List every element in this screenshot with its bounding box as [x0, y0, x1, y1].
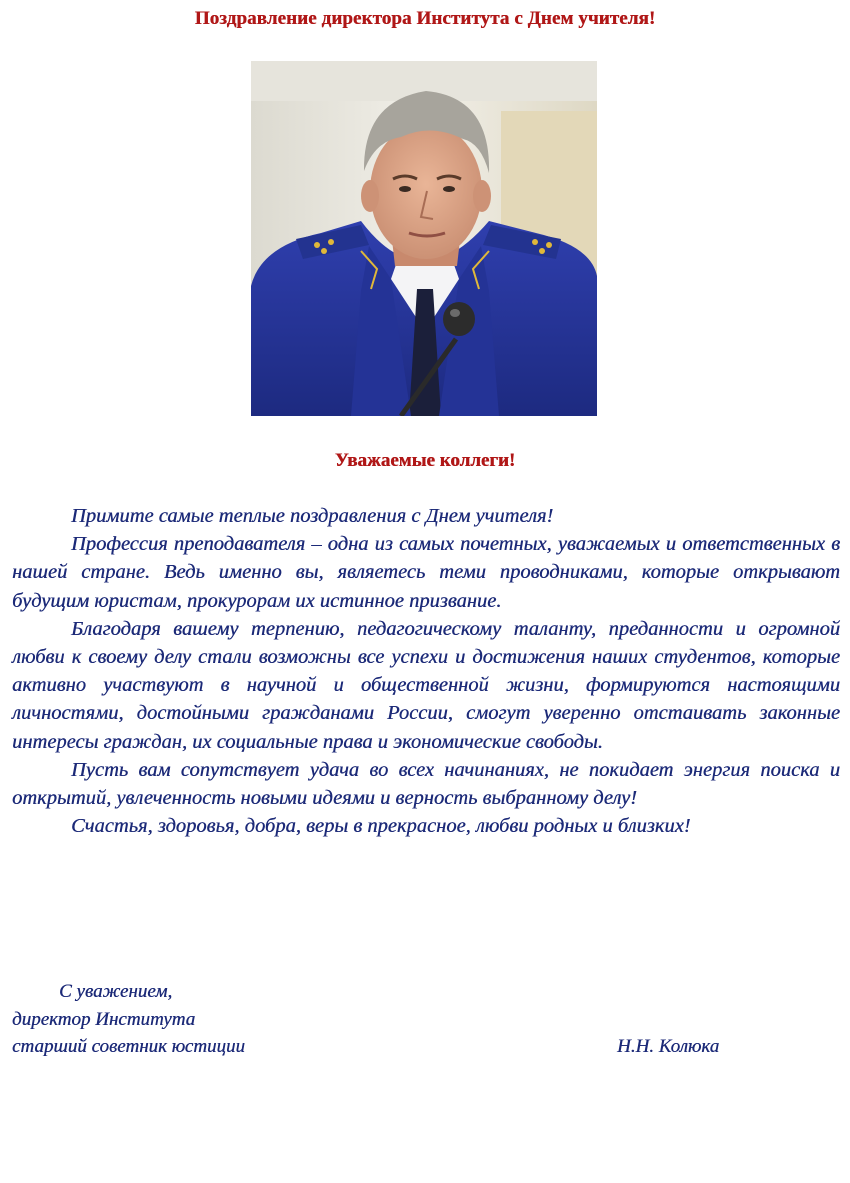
- letter-body: [12, 502, 840, 840]
- letter-paragraph: Благодаря вашему терпению, педагогическому таланту, преданности и огромной любви к своему делу стали возможны все успехи и достижения наших студентов, которые активно участвуют в научной и общественной жизни, формируются настоящими личностями, достойными гражданами России, смогут уверенно отстаивать законные интересы граждан, их социальные права и экономические свободы.: [12, 617, 840, 753]
- page-title: Поздравление директора Института с Днем учителя!: [194, 8, 656, 29]
- signature-rank: старший советник юстиции: [12, 1036, 245, 1057]
- signature-position: директор Института: [12, 1008, 196, 1030]
- signature-block: [12, 978, 772, 1061]
- signature-name: Н.Н. Колюка: [617, 1036, 720, 1057]
- letter-paragraph: Пусть вам сопутствует удача во всех начинаниях, не покидает энергия поиска и открытий, увлеченность новыми идеями и верность выбранному делу!: [12, 758, 840, 810]
- letter-greeting: Уважаемые коллеги!: [334, 450, 516, 471]
- letter-paragraph: Профессия преподавателя – одна из самых почетных, уважаемых и ответственных в нашей стране. Ведь именно вы, являетесь теми проводниками, которые открывают будущим юристам, прокурорам их истинное призвание.: [12, 533, 840, 612]
- director-portrait: [251, 61, 597, 416]
- director-portrait-image: [251, 61, 597, 416]
- letter-paragraph: Счастья, здоровья, добра, веры в прекрасное, любви родных и близких!: [71, 815, 691, 838]
- signature-regards: С уважением,: [59, 981, 173, 1002]
- signature-rank-row: [12, 1033, 772, 1061]
- letter-paragraph: Примите самые теплые поздравления с Днем учителя!: [71, 505, 554, 527]
